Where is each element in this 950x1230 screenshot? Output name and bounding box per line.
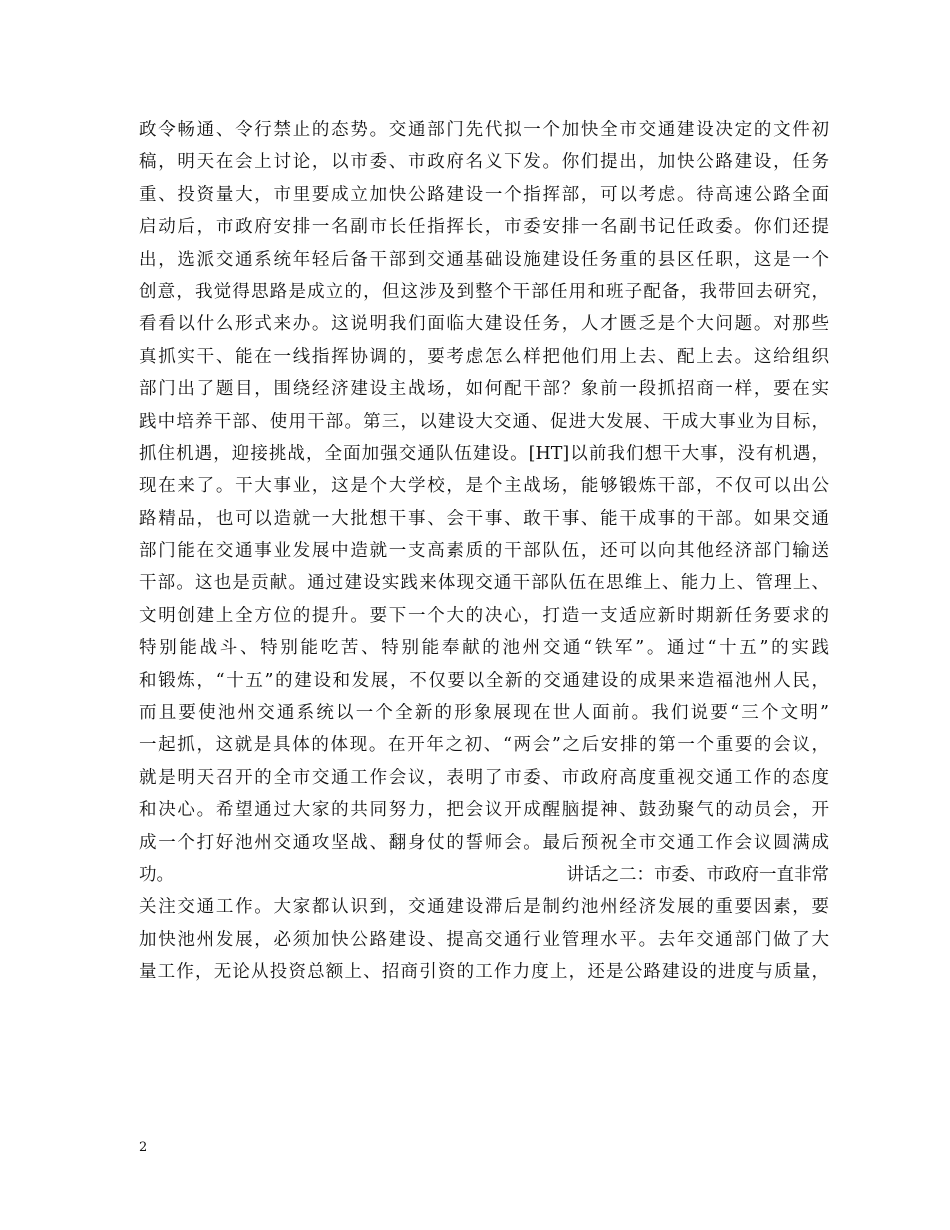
text-line: 创意，我觉得思路是成立的，但这涉及到整个干部任用和班子配备，我带回去研究， (139, 281, 829, 302)
text-line: 看看以什么形式来办。这说明我们面临大建设任务，人才匮乏是个大问题。对那些 (139, 314, 829, 335)
text-line: 文明创建上全方位的提升。要下一个大的决心，打造一支适应新时期新任务要求的 (139, 605, 829, 626)
text-line: 出，选派交通系统年轻后备干部到交通基础设施建设任务重的县区任职，这是一个 (139, 249, 829, 270)
section-break-line (139, 859, 829, 891)
text-line: 真抓实干、能在一线指挥协调的，要考虑怎么样把他们用上去、配上去。这给组织 (139, 346, 829, 367)
paragraph-end-text: 功。 (139, 864, 174, 885)
text-line: 部门能在交通事业发展中造就一支高素质的干部队伍，还可以向其他经济部门输送 (139, 541, 829, 562)
text-line: 抓住机遇，迎接挑战，全面加强交通队伍建设。[HT]以前我们想干大事，没有机遇， (139, 443, 829, 464)
text-line: 就是明天召开的全市交通工作会议，表明了市委、市政府高度重视交通工作的态度 (139, 767, 829, 788)
section-heading-text: 讲话之二：市委、市政府一直非常 (566, 864, 829, 885)
text-line: 量工作，无论从投资总额上、招商引资的工作力度上，还是公路建设的进度与质量， (139, 962, 829, 983)
text-line: 政令畅通、令行禁止的态势。交通部门先代拟一个加快全市交通建设决定的文件初 (139, 120, 829, 140)
text-line: 和锻炼，“十五”的建设和发展，不仅要以全新的交通建设的成果来造福池州人民， (139, 670, 829, 691)
text-line: 路精品，也可以造就一大批想干事、会干事、敢干事、能干成事的干部。如果交通 (139, 508, 829, 529)
page-number: 2 (139, 1140, 148, 1155)
text-line: 现在来了。干大事业，这是个大学校，是个主战场，能够锻炼干部，不仅可以出公 (139, 476, 829, 497)
text-line: 关注交通工作。大家都认识到，交通建设滞后是制约池州经济发展的重要因素，要 (139, 897, 829, 918)
text-line: 而且要使池州交通系统以一个全新的形象展现在世人面前。我们说要“三个文明” (139, 703, 829, 724)
text-line: 成一个打好池州交通攻坚战、翻身仗的誓师会。最后预祝全市交通工作会议圆满成 (139, 832, 829, 853)
text-line: 一起抓，这就是具体的体现。在开年之初、“两会”之后安排的第一个重要的会议， (139, 735, 829, 756)
text-line: 践中培养干部、使用干部。第三，以建设大交通、促进大发展、干成大事业为目标， (139, 411, 829, 432)
text-line: 特别能战斗、特别能吃苦、特别能奉献的池州交通“铁军”。通过“十五”的实践 (139, 638, 829, 659)
text-line: 和决心。希望通过大家的共同努力，把会议开成醒脑提神、鼓劲聚气的动员会，开 (139, 800, 829, 821)
text-line: 稿，明天在会上讨论，以市委、市政府名义下发。你们提出，加快公路建设，任务 (139, 152, 829, 173)
text-line: 干部。这也是贡献。通过建设实践来体现交通干部队伍在思维上、能力上、管理上、 (139, 573, 829, 594)
text-line: 部门出了题目，围绕经济建设主战场，如何配干部？象前一段抓招商一样，要在实 (139, 379, 829, 400)
text-line: 启动后，市政府安排一名副市长任指挥长，市委安排一名副书记任政委。你们还提 (139, 217, 829, 238)
body-text (139, 114, 829, 989)
text-line: 加快池州发展，必须加快公路建设、提高交通行业管理水平。去年交通部门做了大 (139, 929, 829, 950)
text-line: 重、投资量大，市里要成立加快公路建设一个指挥部，可以考虑。待高速公路全面 (139, 184, 829, 205)
